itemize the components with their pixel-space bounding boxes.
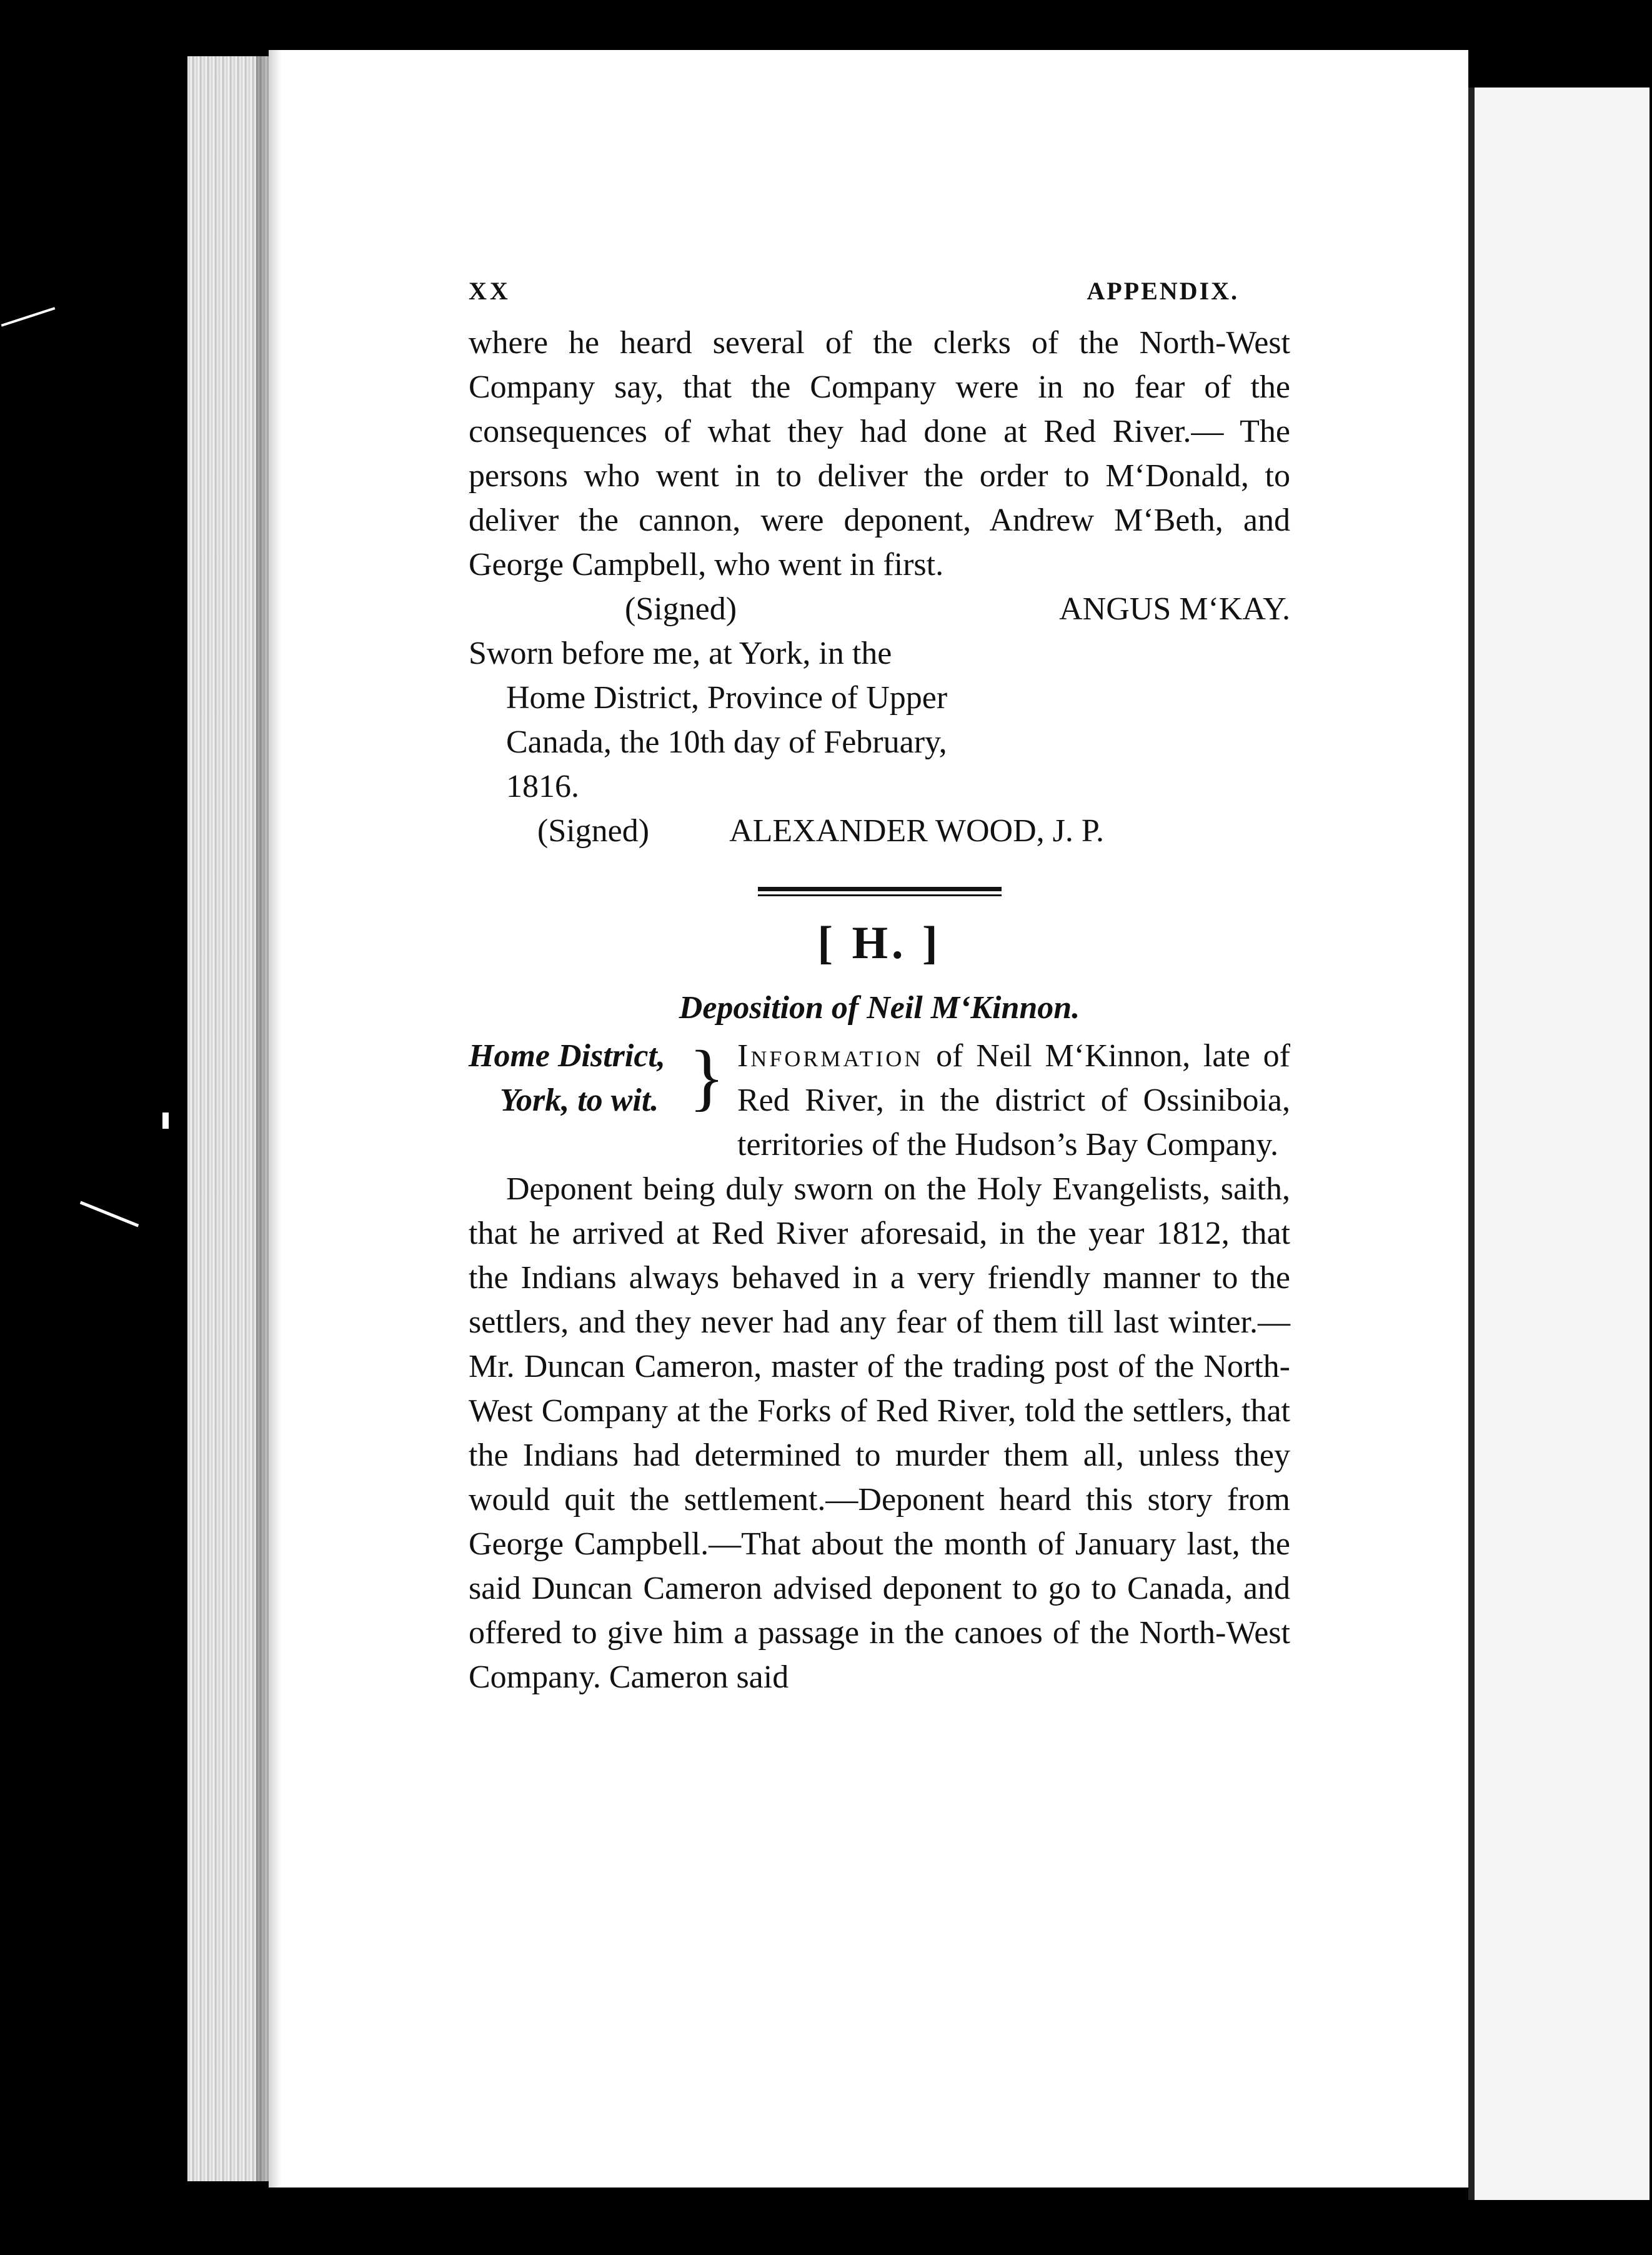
venue xyxy=(469,1034,737,1167)
signatory-name: ANGUS M‘KAY. xyxy=(1059,591,1290,627)
deposition-body: Deponent being duly sworn on the Holy Evangelists, saith, that he arrived at Red River aforesaid, in the year 1812, that the Indians always behaved in a very friendly manner to the settlers, and they never had any fear of them till last winter.—Mr. Duncan Cameron, master of the trading post of the North-West Company at the Forks of Red River, told the settlers, that the Indians had determined to murder them all, unless they would quit the settlement.—Deponent heard this story from George Campbell.—That about the month of January last, the said Duncan Cameron advised deponent to go to Canada, and offered to give him a passage in the canoes of the North-West Company. Cameron said xyxy=(469,1171,1290,1695)
jurat-line: Sworn before me, at York, in the xyxy=(469,636,892,671)
jurat-line: Canada, the 10th day of February, xyxy=(506,724,947,760)
opening-paragraph: where he heard several of the clerks of the North-West Company say, that the Company were in no fear of the consequences of what they had done at Red River.— The persons who went in to deliver the order to M‘Donald, to deliver the cannon, were deponent, Andrew M‘Beth, and George Campbell, who went in first. xyxy=(469,325,1290,582)
section-heading: [ H. ] xyxy=(817,918,942,969)
running-title: APPENDIX. xyxy=(1087,277,1239,305)
page-number: XX xyxy=(469,277,511,305)
page-text-block xyxy=(469,269,1290,1699)
information-block xyxy=(469,1034,1290,1167)
information-lead: Information xyxy=(737,1038,923,1074)
information-body: of Neil M‘Kinnon, late of Red River, in the district of Ossiniboia, territories of the Hudson’s Bay Company. xyxy=(737,1038,1290,1162)
information-text xyxy=(737,1034,1290,1167)
jurat-line: Home District, Province of Upper xyxy=(506,680,948,716)
brace-glyph: } xyxy=(689,1035,725,1118)
scan-artifact xyxy=(1,307,56,327)
signature-line xyxy=(469,587,1290,631)
justice-signature-line xyxy=(537,809,1290,853)
running-header xyxy=(469,269,1290,313)
section-divider-rule xyxy=(758,887,1002,896)
jurat xyxy=(469,631,1290,809)
scan-artifact xyxy=(162,1112,169,1129)
venue-line: Home District, xyxy=(469,1038,665,1074)
scan-artifact xyxy=(80,1201,139,1227)
deposition-title: Deposition of Neil M‘Kinnon. xyxy=(679,990,1080,1026)
signed-label: (Signed) xyxy=(537,813,650,849)
gutter-shadow xyxy=(256,50,281,2188)
facing-page-edge xyxy=(1468,88,1650,2200)
justice-name: ALEXANDER WOOD, J. P. xyxy=(729,813,1105,849)
venue-line: York, to wit. xyxy=(500,1082,659,1118)
signed-label: (Signed) xyxy=(625,591,737,627)
jurat-line: 1816. xyxy=(506,769,579,804)
